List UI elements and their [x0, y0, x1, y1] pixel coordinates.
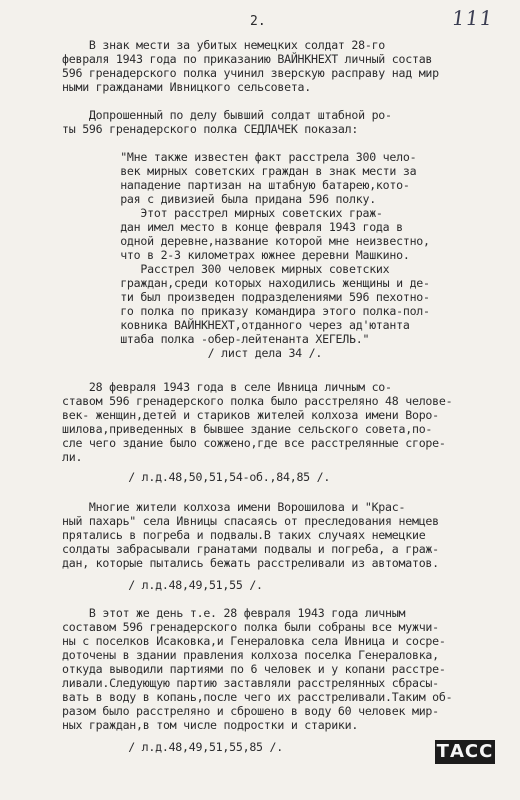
text-line: дан имел место в конце февраля 1943 года в: [100, 220, 403, 234]
text-line: откуда выводили партиями по 6 человек и у копани расстре-: [62, 662, 446, 676]
text-line: / лист дела 34 /.: [100, 346, 323, 360]
text-line: ны с поселков Исаковка,и Генераловка села Ивница и сосре-: [62, 634, 446, 648]
archive-page-number-handwritten: 111: [450, 6, 495, 30]
text-line: ный пахарь" села Ивницы спасаясь от преследования немцев: [62, 514, 439, 528]
text-line: сле чего здание было сожжено,где все расстрелянные сгоре-: [62, 436, 446, 450]
text-line: Допрошенный по делу бывший солдат штабной ро-: [62, 108, 392, 122]
text-line: / л.д.48,49,51,55,85 /.: [108, 740, 283, 754]
tass-logo: ТАСС: [436, 741, 494, 762]
text-line: вать в воду в копань,после чего их расстреливали.Таким об-: [62, 690, 453, 704]
text-line: / л.д.48,49,51,55 /.: [108, 578, 263, 592]
text-line: февраля 1943 года по приказанию ВАЙНКНЕХТ личный состав: [62, 52, 433, 66]
text-line: шилова,приведенных в бывшее здание сельского совета,по-: [62, 422, 433, 436]
text-line: го полка по приказу командира этого полка-пол-: [100, 304, 430, 318]
page-number: 2.: [250, 14, 266, 29]
text-line: 28 февраля 1943 года в селе Ивница личным со-: [62, 380, 392, 394]
text-line: век- женщин,детей и стариков жителей колхоза имени Воро-: [62, 408, 439, 422]
text-line: прятались в погреба и подвалы.В таких случаях немецкие: [62, 528, 426, 542]
text-line: нападение партизан на штабную батарею,кото-: [100, 178, 410, 192]
text-line: ти был произведен подразделениями 596 пехотно-: [100, 290, 430, 304]
text-line: ставом 596 гренадерского полка было расстреляно 48 челове-: [62, 394, 453, 408]
text-line: / л.д.48,50,51,54-об.,84,85 /.: [108, 470, 331, 484]
text-line: составом 596 гренадерского полка были собраны все мужчи-: [62, 620, 439, 634]
text-line: солдаты забрасывали гранатами подвалы и погреба, а граж-: [62, 542, 439, 556]
text-line: граждан,среди которых находились женщины и де-: [100, 276, 430, 290]
text-line: ты 596 гренадерского полка СЕДЛАЧЕК показал:: [62, 122, 359, 136]
text-line: разом было расстреляно и сброшено в воду 60 человек мир-: [62, 704, 439, 718]
text-line: ливали.Следующую партию заставляли расстрелянных сбрасы-: [62, 676, 439, 690]
text-line: Многие жители колхоза имени Ворошилова и "Крас-: [62, 500, 406, 514]
text-line: В этот же день т.е. 28 февраля 1943 года личным: [62, 606, 406, 620]
text-line: доточены в здании правления колхоза поселка Генераловка,: [62, 648, 439, 662]
text-line: что в 2-3 километрах южнее деревни Машкино.: [100, 248, 410, 262]
text-line: дан, которые пытались бежать расстреливали из автоматов.: [62, 556, 439, 570]
text-line: Расстрел 300 человек мирных советских: [100, 262, 390, 276]
text-line: одной деревне,название которой мне неизвестно,: [100, 234, 430, 248]
text-line: 596 гренадерского полка учинил зверскую расправу над мир: [62, 66, 439, 80]
text-line: Этот расстрел мирных советских граж-: [100, 206, 383, 220]
text-line: ковника ВАЙНКНЕХТ,отданного через ад'ютанта: [100, 318, 410, 332]
text-line: штаба полка -обер-лейтенанта ХЕГЕЛЬ.": [100, 332, 370, 346]
text-line: "Мне также известен факт расстрела 300 чело-: [100, 150, 417, 164]
text-line: век мирных советских граждан в знак мести за: [100, 164, 417, 178]
text-line: ными гражданами Ивницкого сельсовета.: [62, 80, 312, 94]
text-line: ных граждан,в том числе подростки и старики.: [62, 718, 359, 732]
text-line: рая с дивизией была придана 596 полку.: [100, 192, 376, 206]
text-line: В знак мести за убитых немецких солдат 28-го: [62, 38, 386, 52]
text-line: ли.: [62, 450, 83, 464]
